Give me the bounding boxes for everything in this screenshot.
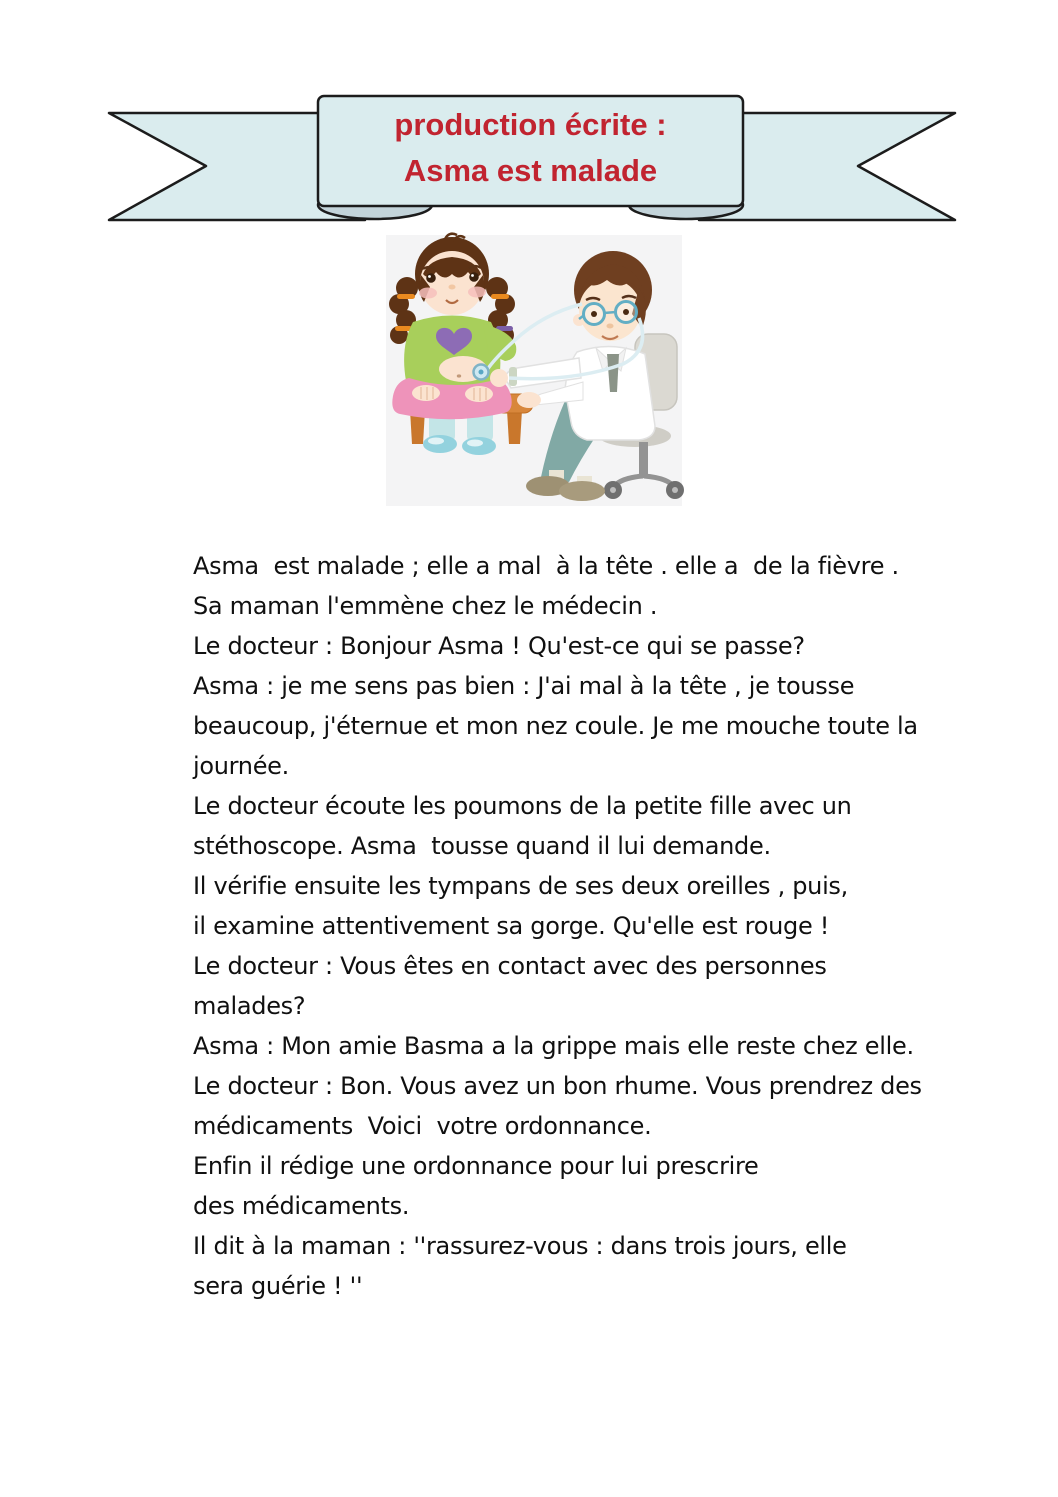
story-line: Le docteur : Bonjour Asma ! Qu'est-ce qui se passe? bbox=[193, 632, 805, 660]
story-line: il examine attentivement sa gorge. Qu'elle est rouge ! bbox=[193, 912, 830, 940]
story-line: médicaments Voici votre ordonnance. bbox=[193, 1112, 652, 1140]
banner-title bbox=[318, 102, 743, 194]
girl-eye-right bbox=[469, 272, 479, 282]
girl-cheek-left bbox=[419, 288, 437, 299]
story-line: Enfin il rédige une ordonnance pour lui prescrire bbox=[193, 1152, 759, 1180]
story-text bbox=[193, 546, 922, 1306]
story-line: malades? bbox=[193, 992, 306, 1020]
girl-navel bbox=[457, 374, 461, 377]
story-line: Le docteur écoute les poumons de la petite fille avec un bbox=[193, 792, 852, 820]
story-line: stéthoscope. Asma tousse quand il lui demande. bbox=[193, 832, 771, 860]
doctor-eye-right bbox=[623, 309, 629, 315]
girl-cheek-right bbox=[468, 287, 486, 298]
doctor-nose bbox=[607, 324, 614, 329]
story-line: Sa maman l'emmène chez le médecin . bbox=[193, 592, 658, 620]
story-line: Asma : je me sens pas bien : J'ai mal à la tête , je tousse bbox=[193, 672, 855, 700]
banner-title-line2: Asma est malade bbox=[403, 153, 658, 188]
story-line: Le docteur : Bon. Vous avez un bon rhume. Vous prendrez des bbox=[193, 1072, 922, 1100]
story-line: sera guérie ! '' bbox=[193, 1272, 363, 1300]
story-line: Il dit à la maman : ''rassurez-vous : dans trois jours, elle bbox=[193, 1232, 847, 1260]
doctor-child-illustration bbox=[383, 230, 685, 512]
story-line: beaucoup, j'éternue et mon nez coule. Je me mouche toute la bbox=[193, 712, 918, 740]
story-line: Asma est malade ; elle a mal à la tête . elle a de la fièvre . bbox=[193, 552, 899, 580]
title-ribbon bbox=[103, 88, 961, 236]
story-line: Asma : Mon amie Basma a la grippe mais elle reste chez elle. bbox=[193, 1032, 914, 1060]
banner-title-line1: production écrite : bbox=[394, 107, 667, 142]
story-line: journée. bbox=[193, 752, 289, 780]
doctor-eye-left bbox=[591, 311, 597, 317]
story-line: Il vérifie ensuite les tympans de ses deux oreilles , puis, bbox=[193, 872, 848, 900]
girl-nose bbox=[449, 285, 456, 290]
story-line: des médicaments. bbox=[193, 1192, 410, 1220]
story-line: Le docteur : Vous êtes en contact avec des personnes bbox=[193, 952, 827, 980]
girl-eye-left bbox=[426, 273, 436, 283]
